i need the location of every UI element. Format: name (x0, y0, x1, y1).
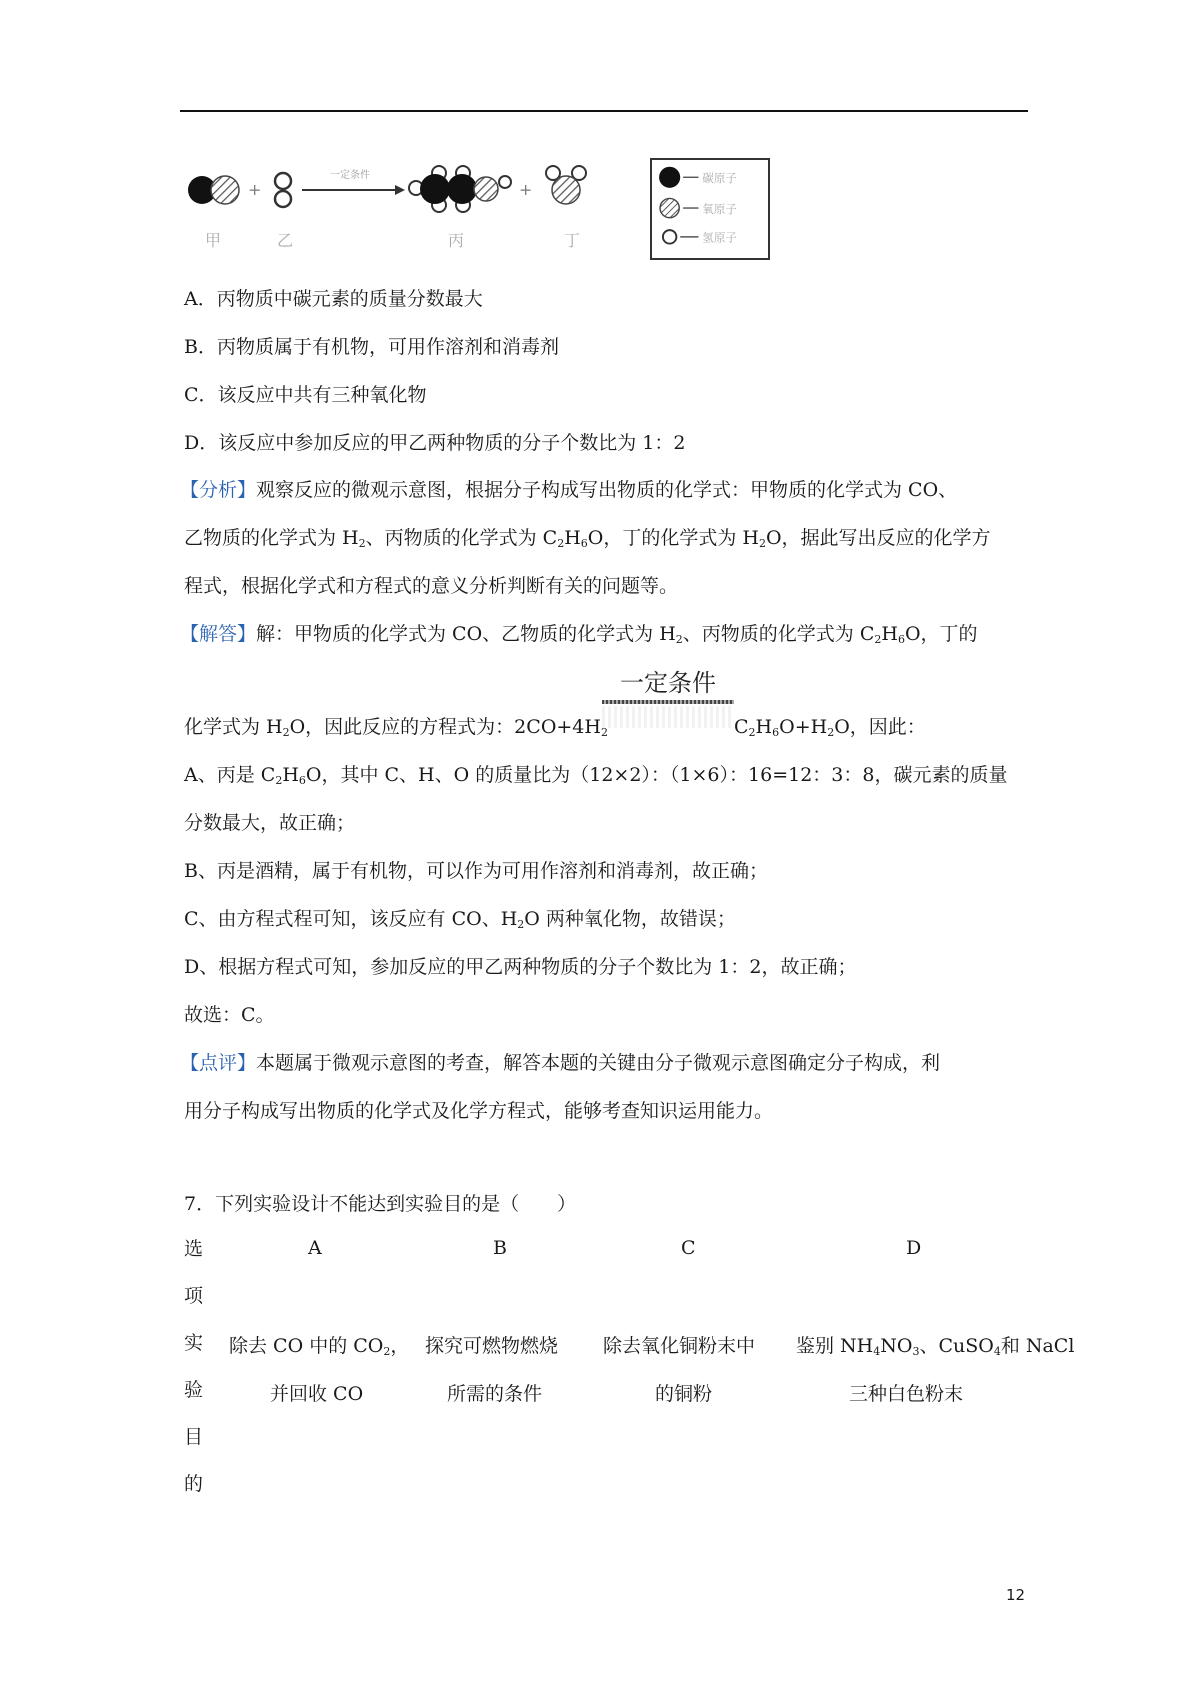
purpose-a-line-2: 并回收 CO (270, 1383, 364, 1405)
arrow-label: 一定条件 (330, 170, 370, 181)
answer-tag: 【解答】 (180, 623, 257, 645)
analysis-line-1: 【分析】观察反应的微观示意图，根据分子构成写出物质的化学式：甲物质的化学式为 CO、 (180, 479, 958, 501)
label-ding: 丁 (564, 231, 581, 250)
diagram-legend (650, 158, 770, 260)
row-header-purpose: 实 验 目 的 (184, 1332, 204, 1495)
page-number: 12 (1006, 1586, 1026, 1604)
option-header-b: B (493, 1237, 507, 1259)
purpose-d-line-2: 三种白色粉末 (849, 1383, 964, 1405)
purpose-d-line-1: 鉴别 $NH_4NO_3$、CuSO$_4$和 NaCl (796, 1335, 1075, 1358)
purpose-b-line-1: 探究可燃物燃烧 (425, 1335, 559, 1357)
purpose-b-line-2: 所需的条件 (447, 1383, 543, 1405)
molecule-jia (188, 176, 239, 204)
legend-hydrogen: 氢原子 (702, 230, 737, 245)
legend-carbon: 碳原子 (702, 171, 737, 186)
reaction-diagram (180, 150, 620, 260)
comment-line-1: 【点评】本题属于微观示意图的考查，解答本题的关键由分子微观示意图确定分子构成，利 (180, 1052, 941, 1074)
legend-oxygen: 氧原子 (702, 201, 737, 216)
analysis-line-2: 乙物质的化学式为 $H_2$、丙物质的化学式为 $C_2H_6O$，丁的化学式为 $H_2O$，据此写出反应的化学方 (184, 527, 991, 550)
header-rule (180, 110, 1028, 112)
answer-b: B、丙是酒精，属于有机物，可以作为可用作溶剂和消毒剂，故正确； (184, 860, 768, 882)
molecule-ding (546, 166, 586, 204)
analysis-line-3: 程式，根据化学式和方程式的意义分析判断有关的问题等。 (184, 575, 679, 597)
answer-choice: 故选：C。 (184, 1004, 275, 1026)
analysis-tag: 【分析】 (180, 479, 257, 501)
option-b: B．丙物质属于有机物，可用作溶剂和消毒剂 (184, 336, 559, 358)
comment-line-2: 用分子构成写出物质的化学式及化学方程式，能够考查知识运用能力。 (184, 1100, 774, 1122)
option-header-a: A (308, 1237, 322, 1259)
molecule-bing (409, 166, 511, 212)
answer-line-2: 化学式为 $H_2O$，因此反应的方程式为：$2CO+4H_2$ (184, 716, 608, 739)
option-c: C．该反应中共有三种氧化物 (184, 384, 427, 406)
purpose-c-line-1: 除去氧化铜粉末中 (603, 1335, 756, 1357)
answer-a-line-2: 分数最大，故正确； (184, 812, 356, 834)
comment-tag: 【点评】 (180, 1052, 257, 1074)
svg-text:+: + (248, 180, 262, 199)
label-jia: 甲 (205, 231, 222, 250)
option-a: A．丙物质中碳元素的质量分数最大 (184, 288, 483, 310)
molecule-yi (275, 173, 291, 207)
answer-c: C、由方程式程可知，该反应有 CO、$H_2O$ 两种氧化物，故错误； (184, 908, 736, 931)
answer-d: D、根据方程式可知，参加反应的甲乙两种物质的分子个数比为 1：2，故正确； (184, 956, 857, 978)
option-header-c: C (681, 1237, 696, 1259)
reaction-condition-text: 一定条件 (620, 669, 716, 697)
question-7-stem: 7．下列实验设计不能达到实验目的是（ ） (184, 1193, 577, 1215)
answer-line-1: 【解答】解：甲物质的化学式为 CO、乙物质的化学式为 $H_2$、丙物质的化学式为 $C_2H_6O$，丁的 (180, 623, 978, 646)
answer-line-2-products: $C_2H_6O+H_2O$，因此： (734, 716, 926, 739)
row-header-option: 选 项 (184, 1238, 204, 1307)
purpose-c-line-2: 的铜粉 (655, 1383, 713, 1405)
reaction-condition (602, 666, 734, 706)
label-bing: 丙 (448, 231, 465, 250)
option-header-d: D (906, 1237, 922, 1259)
purpose-a-line-1: 除去 CO 中的 $CO_2$， (229, 1335, 410, 1358)
reaction-condition-bar (602, 700, 734, 704)
label-yi: 乙 (277, 231, 294, 250)
option-d: D．该反应中参加反应的甲乙两种物质的分子个数比为 1：2 (184, 432, 686, 454)
answer-a-line-1: A、丙是 $C_2H_6O$，其中 C、H、O 的质量比为（12×2）：（1×6）：16=12：3：8，碳元素的质量 (184, 764, 1008, 787)
svg-text:+: + (519, 180, 533, 199)
